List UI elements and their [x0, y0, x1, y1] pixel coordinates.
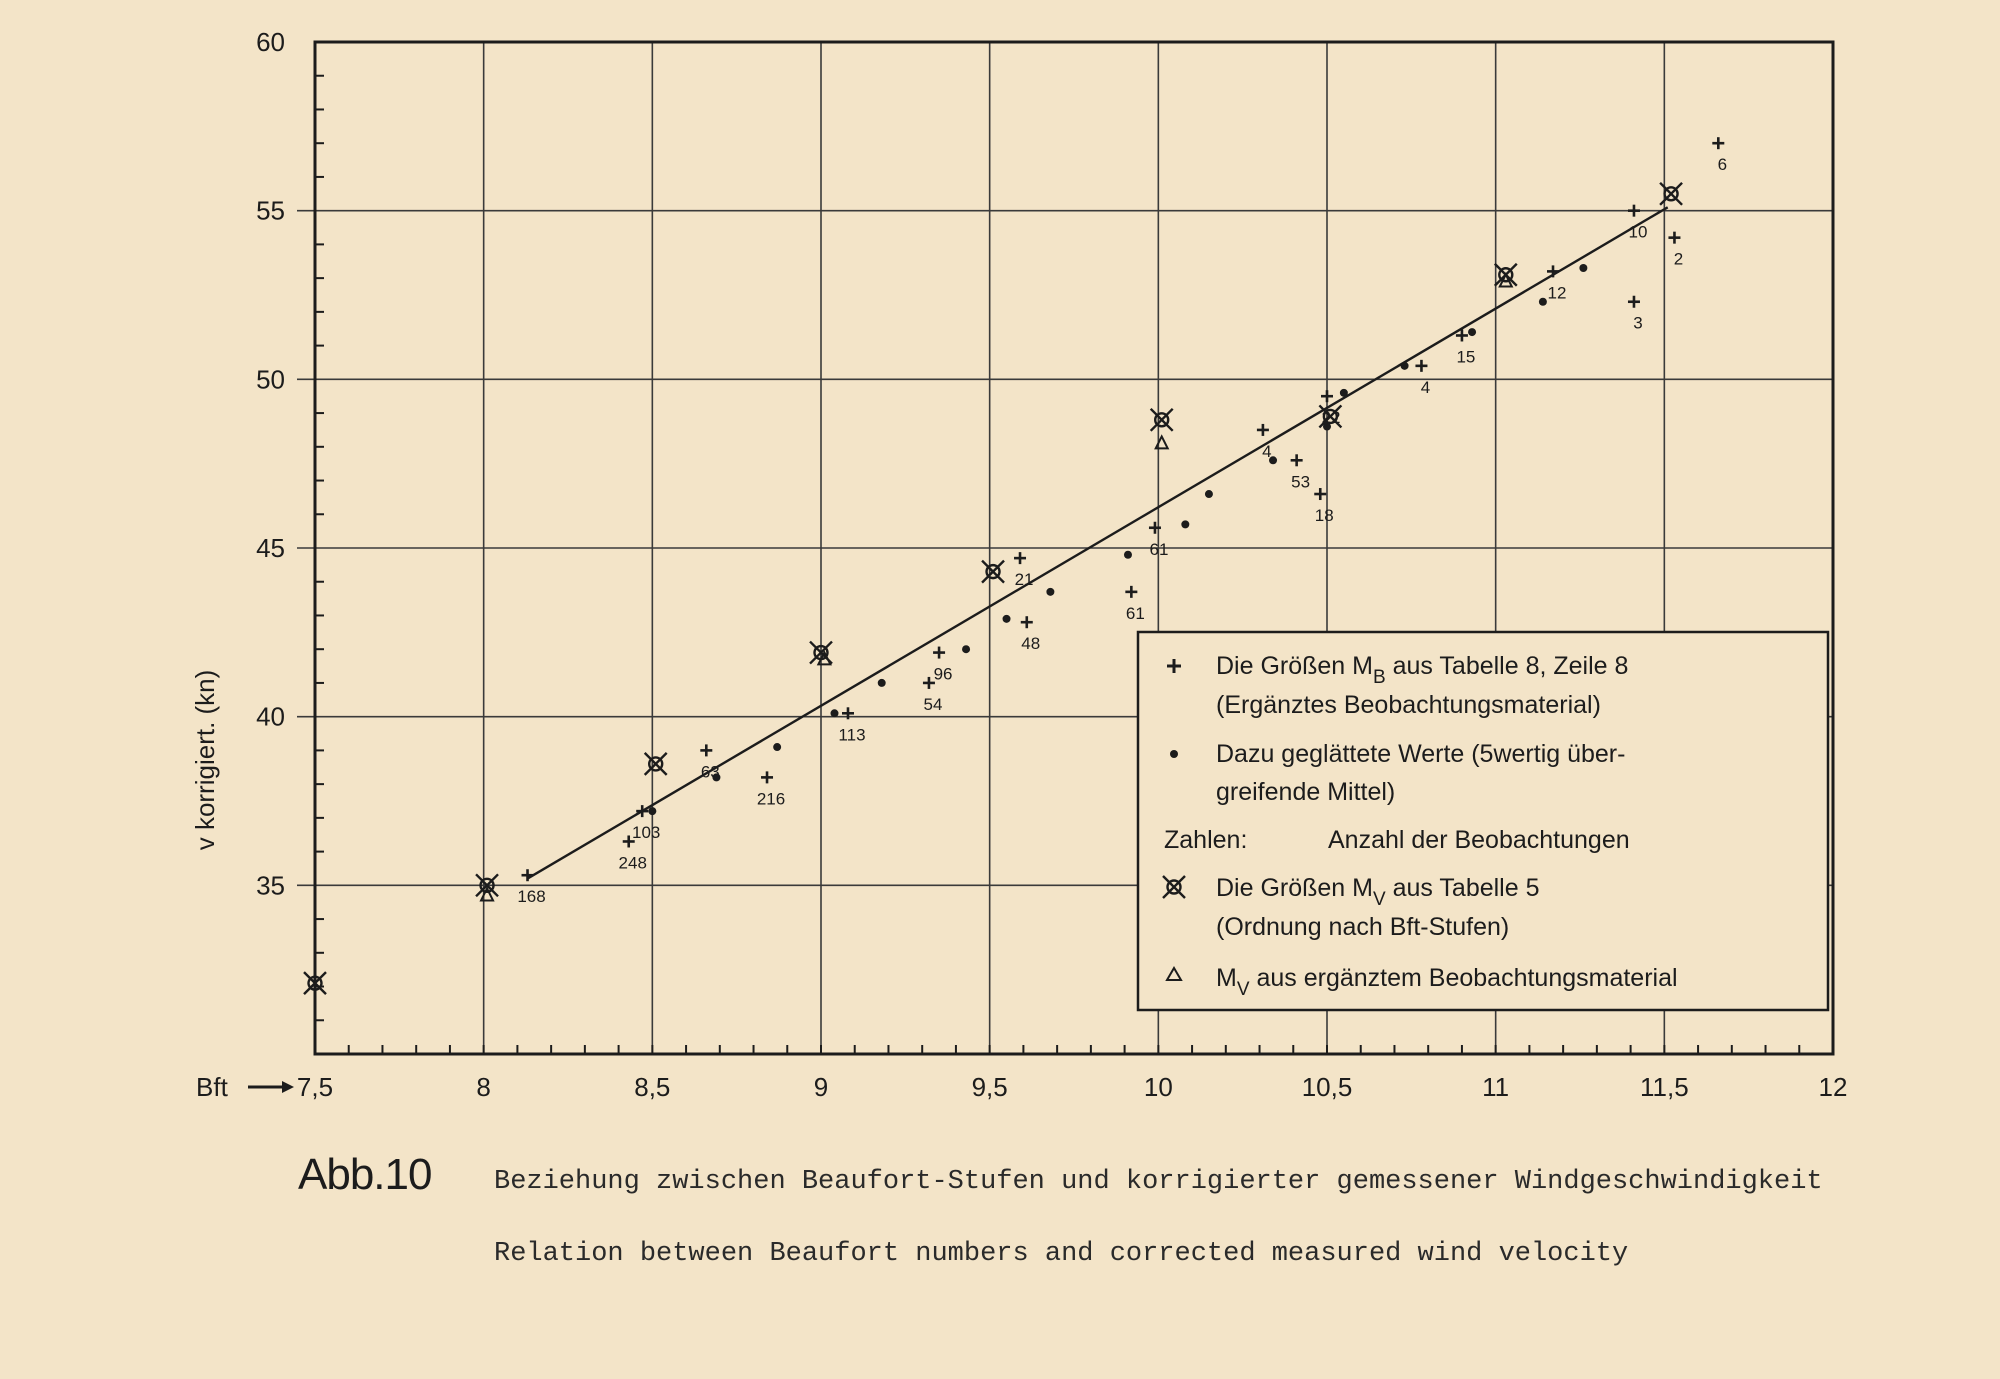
observation-count-label: 6	[1717, 155, 1728, 175]
plus-point	[1257, 424, 1269, 436]
legend	[1138, 632, 1828, 1010]
plus-point	[636, 805, 648, 817]
plus-point	[1125, 586, 1137, 598]
smoothed-point	[648, 807, 656, 815]
observation-count-label: 168	[517, 887, 546, 907]
plus-point	[522, 869, 534, 881]
plus-point	[1668, 232, 1680, 244]
observation-count-label: 216	[756, 789, 786, 809]
y-tick-label: 35	[256, 870, 285, 901]
smoothed-point	[773, 743, 781, 751]
x-tick-label: 7,5	[296, 1072, 334, 1102]
observation-count-label: 4	[1262, 441, 1272, 461]
plus-point	[1628, 205, 1640, 217]
mv-point	[1151, 409, 1173, 431]
x-tick-label: 9,5	[971, 1072, 1008, 1102]
observation-count-label: 12	[1547, 283, 1567, 303]
plus-point	[933, 647, 945, 659]
plus-point	[1628, 296, 1640, 308]
mv-point	[1660, 183, 1682, 205]
observation-count-label: 18	[1314, 506, 1334, 526]
y-tick-label: 55	[256, 195, 285, 226]
observation-count-label: 113	[838, 725, 866, 745]
x-axis-arrow	[248, 1081, 294, 1093]
legend-mv-text-2: (Ordnung nach Bft-Stufen)	[1216, 913, 1510, 941]
x-tick-label: 10	[1143, 1072, 1173, 1102]
legend-box	[1138, 632, 1828, 1010]
smoothed-point	[1468, 328, 1476, 336]
plus-point	[1415, 360, 1427, 372]
y-tick-label: 60	[256, 27, 285, 57]
mv-point	[982, 561, 1004, 583]
observation-count-label: 10	[1628, 222, 1648, 242]
mv-supplement-point	[1156, 436, 1168, 448]
observation-count-label: 96	[933, 664, 953, 684]
legend-smooth-text-2: greifende Mittel)	[1216, 778, 1396, 806]
figure-label: Abb.10	[298, 1150, 432, 1199]
observation-count-label: 248	[618, 853, 647, 873]
legend-mb-text-2: (Ergänztes Beobachtungsmaterial)	[1216, 691, 1601, 719]
smoothed-point	[1539, 298, 1547, 306]
y-tick-label: 40	[256, 701, 285, 732]
smoothed-point	[1205, 490, 1213, 498]
x-axis-label: Bft	[196, 1072, 228, 1102]
observation-count-label: 2	[1673, 249, 1684, 269]
legend-mb-text: Die Größen $M_B$ aus Tabelle 8, Zeile 8	[1216, 652, 1629, 688]
x-tick-label: 8	[476, 1072, 491, 1102]
smoothed-point	[1579, 264, 1587, 272]
plus-point	[1291, 454, 1303, 466]
smoothed-point	[1046, 588, 1054, 596]
observation-count-label: 15	[1456, 347, 1476, 367]
legend-mv-text: Die Größen $M_V$ aus Tabelle 5	[1216, 874, 1540, 910]
plus-point	[1314, 488, 1326, 500]
observation-count-label: 61	[1149, 539, 1169, 559]
y-tick-label: 50	[256, 364, 285, 395]
smoothed-point	[1003, 615, 1011, 623]
caption-english: Relation between Beaufort numbers and corrected measured wind velocity	[494, 1239, 1629, 1269]
smoothed-point	[1401, 362, 1409, 370]
observation-count-label: 22	[1321, 408, 1341, 428]
plus-point	[761, 771, 773, 783]
plus-point	[1149, 522, 1161, 534]
observation-count-label: 54	[923, 694, 943, 714]
smoothed-point	[1124, 551, 1132, 559]
plus-point	[1021, 616, 1033, 628]
observation-count-label: 53	[1291, 472, 1311, 492]
observation-count-label: 21	[1014, 570, 1034, 590]
observation-count-label: 103	[632, 823, 661, 843]
y-tick-label: 45	[256, 533, 285, 563]
plus-point	[1547, 265, 1559, 277]
plus-point	[1712, 137, 1724, 149]
smoothed-point	[878, 679, 886, 687]
plus-point	[1014, 552, 1026, 564]
x-tick-label: 8,5	[634, 1072, 671, 1102]
x-tick-label: 9	[813, 1072, 829, 1102]
observation-count-label: 61	[1125, 603, 1145, 623]
smoothed-point	[1181, 520, 1189, 528]
observation-count-label: 3	[1633, 313, 1643, 333]
smoothed-point	[1340, 389, 1348, 397]
x-tick-label: 11,5	[1639, 1072, 1689, 1102]
y-axis-label: v korrigiert. (kn)	[190, 669, 220, 851]
x-tick-label: 11	[1482, 1072, 1510, 1102]
legend-dot-icon	[1170, 750, 1178, 758]
legend-zahlen-label: Zahlen:	[1164, 826, 1248, 854]
x-tick-label: 10,5	[1301, 1072, 1353, 1102]
caption-german: Beziehung zwischen Beaufort-Stufen und korrigierter gemessener Windgeschwindigkeit	[494, 1167, 1823, 1197]
observation-count-label: 4	[1420, 377, 1431, 397]
smoothed-point	[962, 645, 970, 653]
observation-count-label: 48	[1021, 634, 1041, 654]
plus-point	[1321, 390, 1333, 402]
plus-point	[700, 744, 712, 756]
x-tick-label: 12	[1818, 1072, 1848, 1102]
mv-point	[645, 753, 667, 775]
legend-smooth-text: Dazu geglättete Werte (5wertig über-	[1216, 740, 1626, 768]
smoothed-point	[830, 709, 838, 717]
plus-point	[842, 707, 854, 719]
legend-zahlen-text: Anzahl der Beobachtungen	[1328, 826, 1630, 854]
legend-mv2-text: $M_V$ aus ergänztem Beobachtungsmaterial	[1216, 964, 1678, 1000]
observation-count-label: 63	[700, 762, 720, 782]
